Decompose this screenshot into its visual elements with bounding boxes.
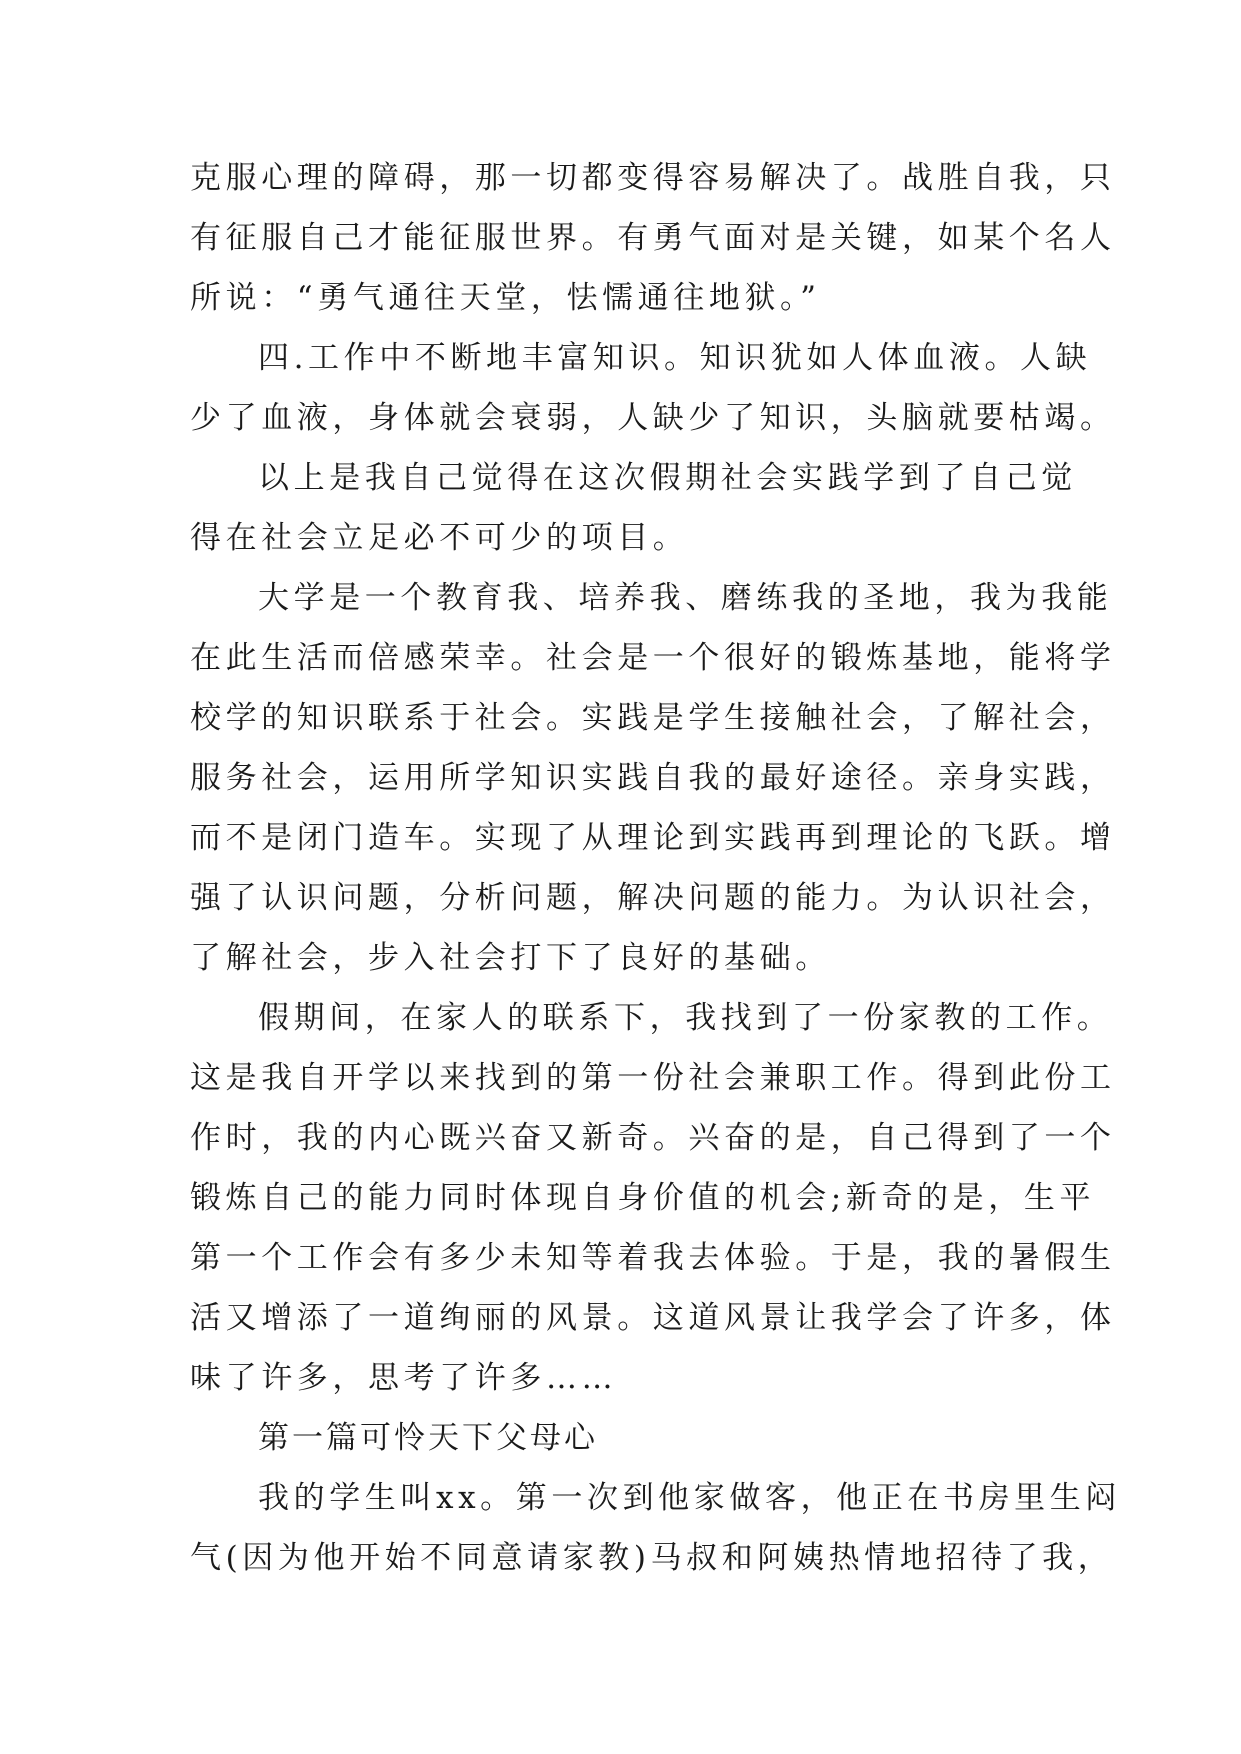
text-line: 锻炼自己的能力同时体现自身价值的机会;新奇的是，生平	[190, 1180, 1096, 1216]
text-line: 而不是闭门造车。实现了从理论到实践再到理论的飞跃。增	[190, 820, 1116, 856]
paragraph-start-line: 大学是一个教育我、培养我、磨练我的圣地，我为我能	[258, 580, 1113, 616]
text-line: 在此生活而倍感荣幸。社会是一个很好的锻炼基地，能将学	[190, 640, 1116, 676]
text-line: 味了许多，思考了许多……	[190, 1360, 618, 1396]
text-line: 有征服自己才能征服世界。有勇气面对是关键，如某个名人	[190, 220, 1116, 256]
paragraph-start-line: 以上是我自己觉得在这次假期社会实践学到了自己觉	[258, 460, 1077, 496]
text-line: 强了认识问题，分析问题，解决问题的能力。为认识社会，	[190, 880, 1116, 916]
text-line: 作时，我的内心既兴奋又新奇。兴奋的是，自己得到了一个	[190, 1120, 1116, 1156]
text-line: 了解社会，步入社会打下了良好的基础。	[190, 940, 831, 976]
text-line: 第一个工作会有多少未知等着我去体验。于是，我的暑假生	[190, 1240, 1116, 1276]
document-body	[190, 148, 1121, 1588]
text-line: 校学的知识联系于社会。实践是学生接触社会，了解社会，	[190, 700, 1116, 736]
text-line: 少了血液，身体就会衰弱，人缺少了知识，头脑就要枯竭。	[190, 400, 1116, 436]
text-line: 得在社会立足必不可少的项目。	[190, 520, 689, 556]
text-line: 克服心理的障碍，那一切都变得容易解决了。战胜自我，只	[190, 160, 1116, 196]
text-line: 气(因为他开始不同意请家教)马叔和阿姨热情地招待了我，	[190, 1540, 1114, 1576]
text-line: 服务社会，运用所学知识实践自我的最好途径。亲身实践，	[190, 760, 1116, 796]
text-line: 活又增添了一道绚丽的风景。这道风景让我学会了许多，体	[190, 1300, 1116, 1336]
section-title: 第一篇可怜天下父母心	[258, 1420, 598, 1456]
paragraph-start-line: 我的学生叫xx。第一次到他家做客，他正在书房里生闷	[258, 1480, 1121, 1516]
paragraph-start-line: 假期间，在家人的联系下，我找到了一份家教的工作。	[258, 1000, 1113, 1036]
text-line: 所说：“勇气通往天堂，怯懦通往地狱。”	[190, 280, 821, 316]
paragraph-start-line: 四.工作中不断地丰富知识。知识犹如人体血液。人缺	[258, 340, 1092, 376]
text-line: 这是我自开学以来找到的第一份社会兼职工作。得到此份工	[190, 1060, 1116, 1096]
